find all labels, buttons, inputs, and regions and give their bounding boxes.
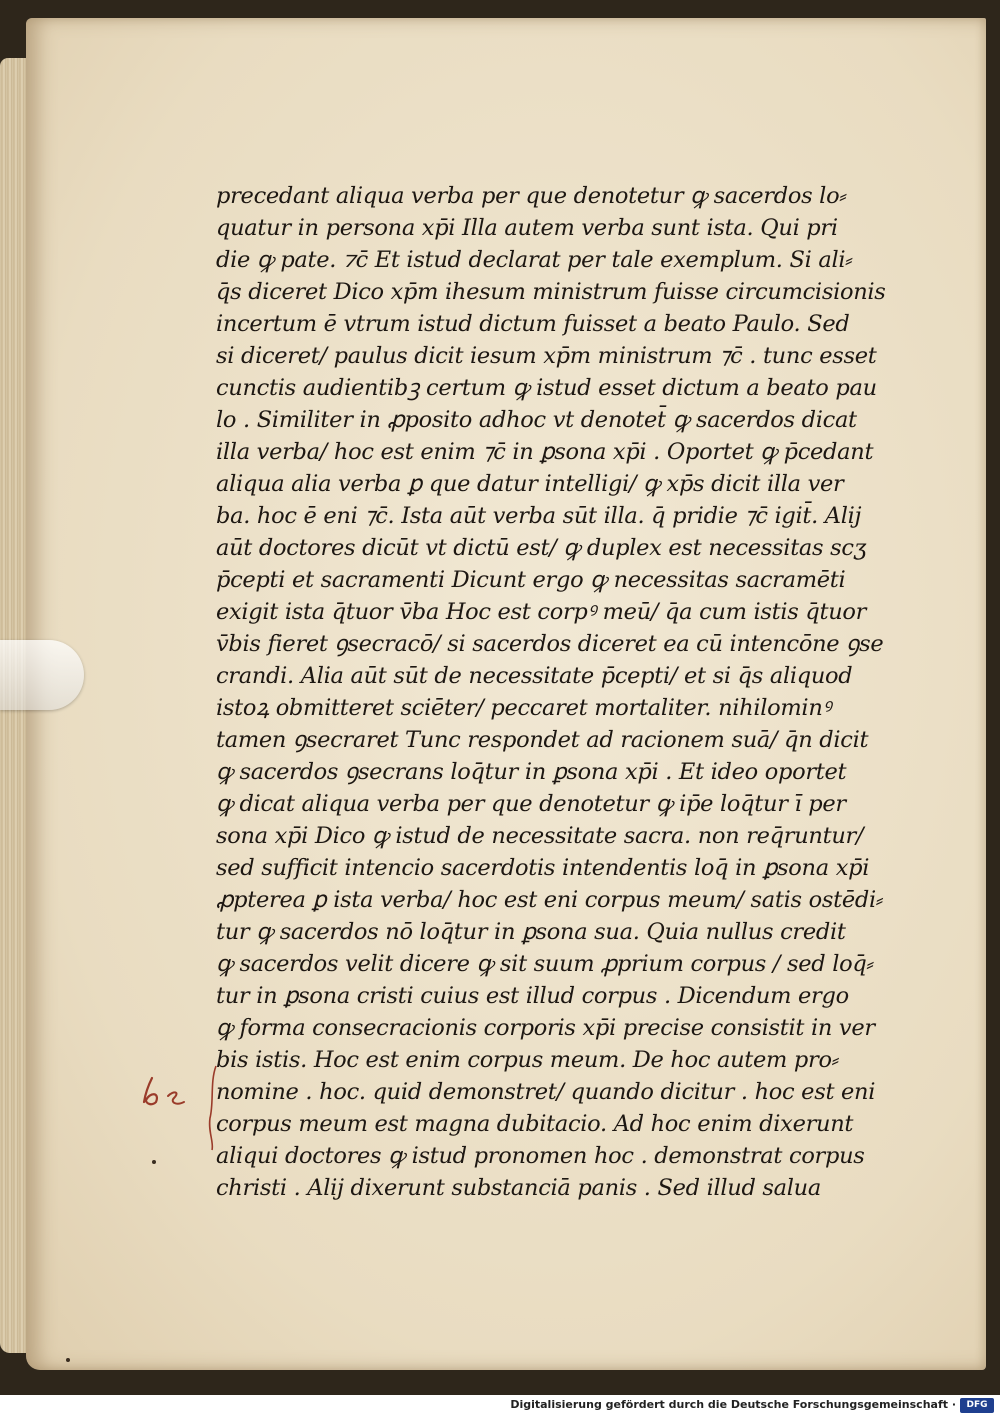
text-line: lo . Similiter in ꝓposito adhoc vt denotet̄ ꝙ sacerdos dicat bbox=[216, 407, 857, 433]
bookmark-strip bbox=[0, 640, 84, 710]
footer-bar bbox=[0, 1395, 1000, 1417]
text-line: christi . Alij dixerunt substanciā panis . Sed illud salua bbox=[216, 1175, 821, 1201]
text-line: exigit ista q̄tuor v̄ba Hoc est corpꝰ meū/ q̄a cum istis q̄tuor bbox=[216, 599, 867, 625]
text-line: q̄s diceret Dico xp̄m ihesum ministrum fuisse circumcisionis bbox=[216, 279, 886, 305]
text-line: ꝙ dicat aliqua verba per que denotetur ꝙ ip̄e loq̄tur ī per bbox=[216, 791, 846, 817]
text-line: aliqua alia verba ꝑ que datur intelligi/ ꝙ xp̄s dicit illa ver bbox=[216, 471, 844, 497]
text-line: ꝙ sacerdos ꝯsecrans loq̄tur in ꝑsona xp̄i . Et ideo oportet bbox=[216, 759, 847, 785]
text-line: die ꝙ pate. ⁊c̄ Et istud declarat per tale exemplum. Si ali⸗ bbox=[216, 247, 853, 273]
printed-text-block bbox=[216, 180, 886, 1204]
ink-speck bbox=[66, 1358, 70, 1362]
text-line: illa verba/ hoc est enim ⁊c̄ in ꝑsona xp̄i . Oportet ꝙ p̄cedant bbox=[216, 439, 874, 465]
dfg-logo: DFG bbox=[960, 1398, 994, 1413]
text-line: bis istis. Hoc est enim corpus meum. De hoc autem pro⸗ bbox=[216, 1047, 839, 1073]
text-line: incertum ē vtrum istud dictum fuisset a beato Paulo. Sed bbox=[216, 311, 850, 337]
text-line: nomine . hoc. quid demonstret/ quando dicitur . hoc est eni bbox=[216, 1079, 876, 1105]
text-line: tamen ꝯsecraret Tunc respondet ad racionem suā/ q̄n dicit bbox=[216, 727, 869, 753]
text-line: sona xp̄i Dico ꝙ istud de necessitate sacra. non req̄runtur/ bbox=[216, 823, 864, 849]
ink-speck bbox=[152, 1160, 156, 1164]
text-line: quatur in persona xp̄i Illa autem verba sunt ista. Qui pri bbox=[216, 215, 838, 241]
text-line: istoꝝ obmitteret sciēter/ peccaret mortaliter. nihilominꝰ bbox=[216, 695, 831, 721]
text-line: v̄bis fieret ꝯsecracō/ si sacerdos diceret ea cū intencōne ꝯse bbox=[216, 631, 884, 657]
text-line: tur in ꝑsona cristi cuius est illud corpus . Dicendum ergo bbox=[216, 983, 849, 1009]
text-line: crandi. Alia aūt sūt de necessitate p̄cepti/ et si q̄s aliquod bbox=[216, 663, 853, 689]
text-line: si diceret/ paulus dicit iesum xp̄m ministrum ⁊c̄ . tunc esset bbox=[216, 343, 877, 369]
text-line: cunctis audientibꝫ certum ꝙ istud esset dictum a beato pau bbox=[216, 375, 877, 401]
handwritten-marginal-note bbox=[134, 1072, 194, 1112]
digitization-credit: Digitalisierung gefördert durch die Deutsche Forschungsgemeinschaft · bbox=[510, 1398, 956, 1411]
text-line: p̄cepti et sacramenti Dicunt ergo ꝙ necessitas sacramēti bbox=[216, 567, 846, 593]
text-line: ba. hoc ē eni ⁊c̄. Ista aūt verba sūt illa. q̄ pridie ⁊c̄ igit̄. Alij bbox=[216, 503, 862, 529]
text-line: sed sufficit intencio sacerdotis intendentis loq̄ in ꝑsona xp̄i bbox=[216, 855, 870, 881]
text-line: ꝙ forma consecracionis corporis xp̄i precise consistit in ver bbox=[216, 1015, 875, 1041]
text-line: aūt doctores dicūt vt dictū est/ ꝙ duplex est necessitas scʒ bbox=[216, 535, 867, 561]
text-line: ꝓpterea ꝑ ista verba/ hoc est eni corpus meum/ satis ostēdi⸗ bbox=[216, 887, 884, 913]
text-line: ꝙ sacerdos velit dicere ꝙ sit suum ꝓprium corpus / sed loq̄⸗ bbox=[216, 951, 874, 977]
handwritten-bracket bbox=[206, 1062, 220, 1152]
text-line: tur ꝙ sacerdos nō loq̄tur in ꝑsona sua. Quia nullus credit bbox=[216, 919, 846, 945]
text-line: corpus meum est magna dubitacio. Ad hoc enim dixerunt bbox=[216, 1111, 854, 1137]
text-line: precedant aliqua verba per que denotetur ꝙ sacerdos lo⸗ bbox=[216, 183, 847, 209]
text-line: aliqui doctores ꝙ istud pronomen hoc . demonstrat corpus bbox=[216, 1143, 865, 1169]
